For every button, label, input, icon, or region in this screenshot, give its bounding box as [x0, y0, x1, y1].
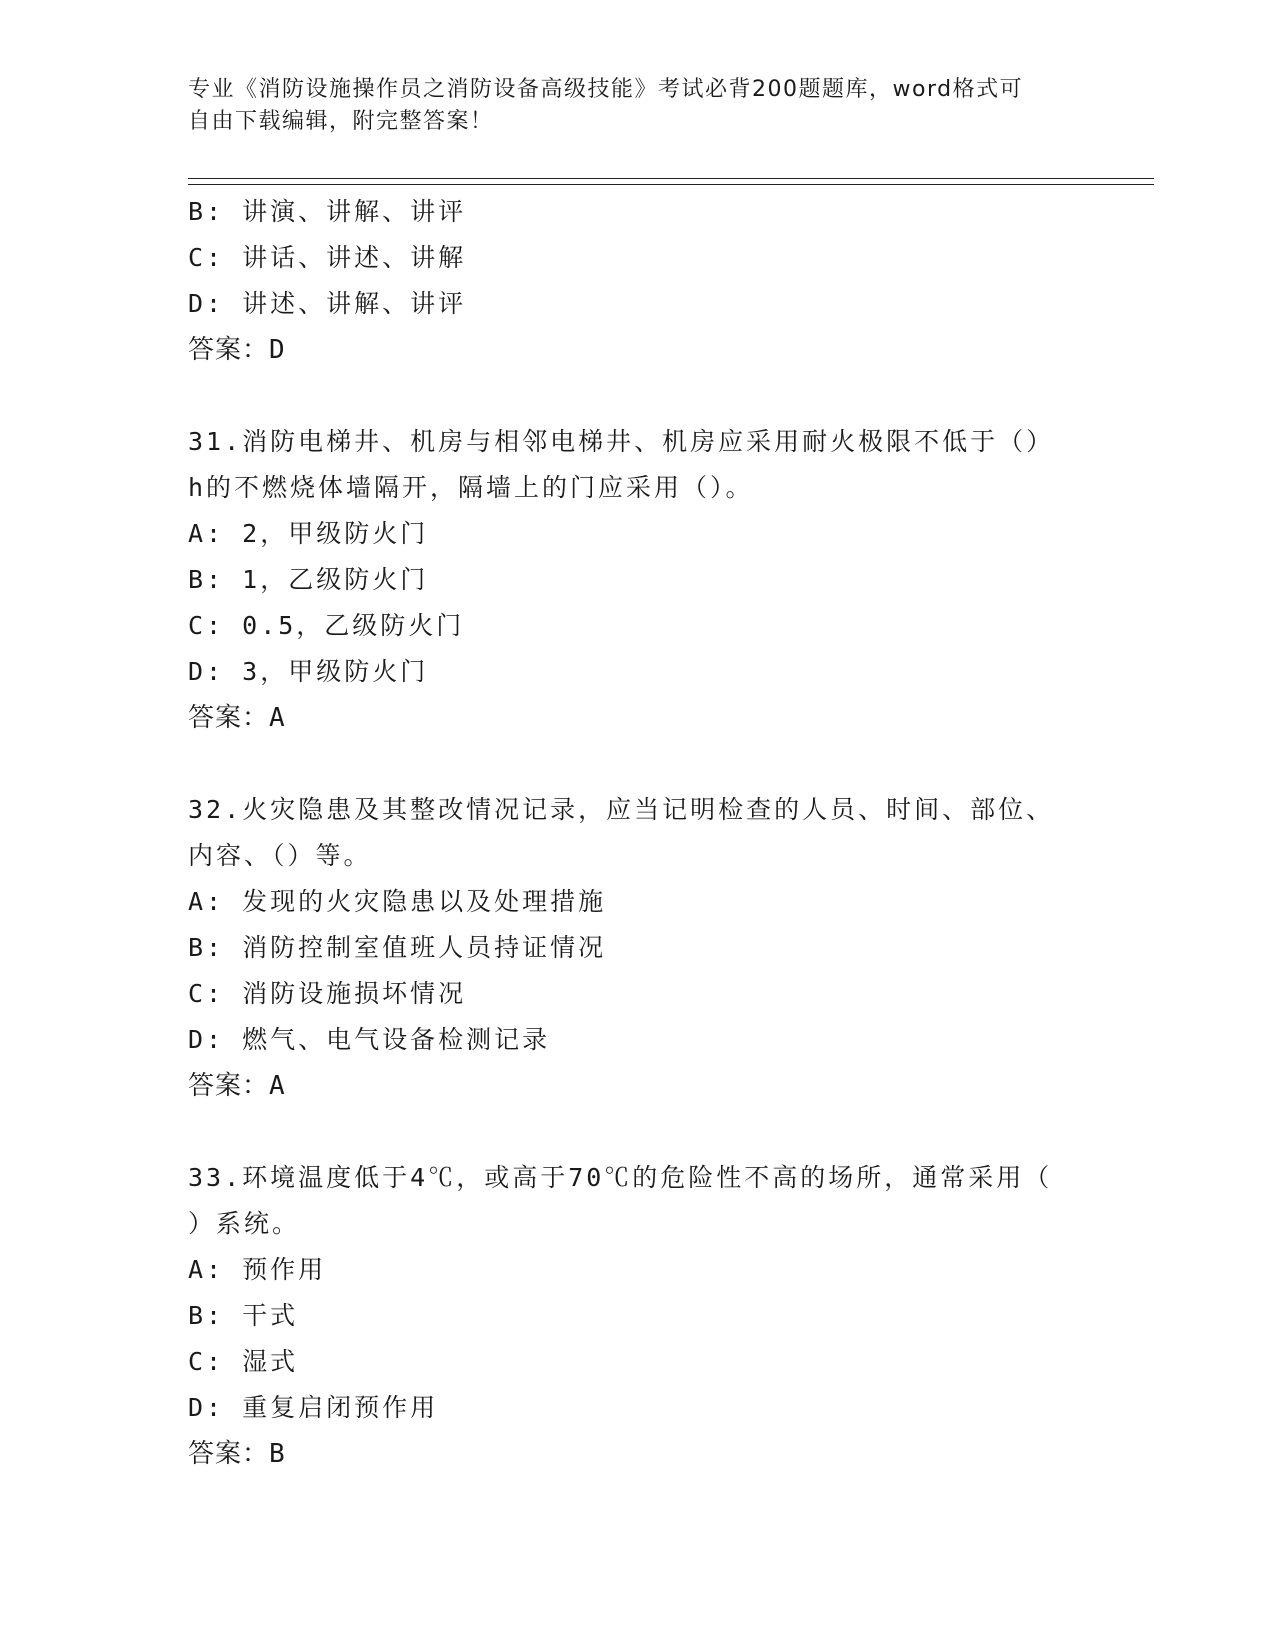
answer-label: 答案：: [188, 1071, 270, 1101]
question-31: [188, 419, 1088, 741]
option-c: C: 湿式: [188, 1347, 299, 1376]
question-stem-line: 31.消防电梯井、机房与相邻电梯井、机房应采用耐火极限不低于（）: [188, 427, 1055, 456]
option-d: D: 燃气、电气设备检测记录: [188, 1025, 551, 1054]
option-a: A: 预作用: [188, 1255, 327, 1284]
header-line-2: 自由下载编辑，附完整答案！: [188, 109, 494, 134]
question-fragment: [188, 189, 1088, 373]
question-stem-line: 33.环境温度低于4℃，或高于70℃的危险性不高的场所，通常采用（: [188, 1163, 1053, 1192]
answer-value: B: [269, 1439, 286, 1469]
option-d: D: 讲述、讲解、讲评: [188, 289, 467, 318]
answer-line: [188, 1063, 1088, 1109]
option-b: B: 干式: [188, 1301, 299, 1330]
answer-label: 答案：: [188, 1439, 270, 1469]
answer-label: 答案：: [188, 335, 270, 365]
option-d: D: 重复启闭预作用: [188, 1393, 439, 1422]
option-c: C: 讲话、讲述、讲解: [188, 243, 467, 272]
header-line-1: 专业《消防设施操作员之消防设备高级技能》考试必背200题题库，word格式可: [188, 77, 1024, 102]
answer-line: [188, 327, 1088, 373]
option-b: B: 1，乙级防火门: [188, 565, 429, 594]
document-header: [188, 74, 1068, 138]
header-divider: [188, 178, 1154, 185]
question-list: [188, 189, 1088, 1477]
question-stem-line: 32.火灾隐患及其整改情况记录，应当记明检查的人员、时间、部位、: [188, 795, 1055, 824]
question-32: [188, 787, 1088, 1109]
answer-value: D: [269, 335, 286, 365]
option-b: B: 讲演、讲解、讲评: [188, 197, 467, 226]
option-c: C: 消防设施损坏情况: [188, 979, 467, 1008]
question-stem-line: h的不燃烧体墙隔开，隔墙上的门应采用（）。: [188, 473, 754, 502]
option-c: C: 0.5，乙级防火门: [188, 611, 465, 640]
option-a: A: 2，甲级防火门: [188, 519, 429, 548]
option-d: D: 3，甲级防火门: [188, 657, 429, 686]
answer-label: 答案：: [188, 703, 270, 733]
option-a: A: 发现的火灾隐患以及处理措施: [188, 887, 607, 916]
question-33: [188, 1155, 1088, 1477]
answer-value: A: [269, 1071, 286, 1101]
answer-value: A: [269, 703, 286, 733]
answer-line: [188, 1431, 1088, 1477]
question-stem-line: 内容、（）等。: [188, 841, 372, 870]
answer-line: [188, 695, 1088, 741]
option-b: B: 消防控制室值班人员持证情况: [188, 933, 607, 962]
question-stem-line: ）系统。: [188, 1209, 301, 1238]
